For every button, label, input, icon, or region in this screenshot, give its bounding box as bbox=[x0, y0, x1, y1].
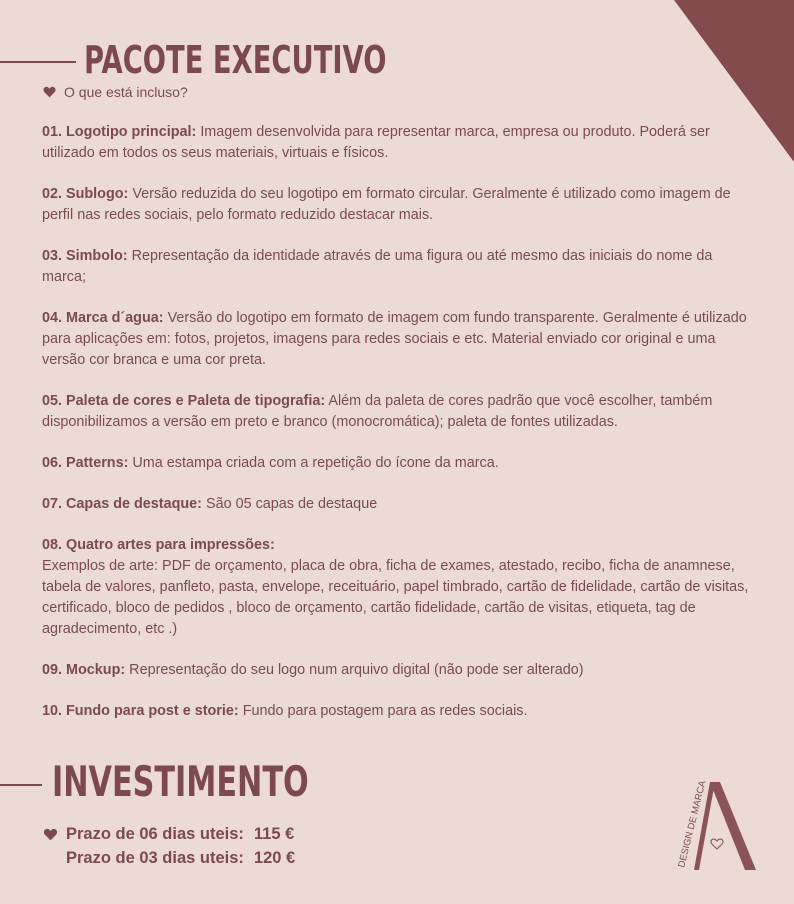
investment-title: INVESTIMENTO bbox=[52, 757, 309, 806]
price-row bbox=[43, 846, 295, 870]
item-desc: Além da paleta de cores padrão que você escolher, também disponibilizamos a versão em preto e branco (monocromática); paleta de fontes utilizadas. bbox=[42, 393, 713, 430]
item-desc: Representação da identidade através de uma figura ou até mesmo das iniciais do nome da marca; bbox=[42, 248, 713, 285]
list-item bbox=[42, 453, 756, 474]
item-key: 07. Capas de destaque: bbox=[42, 496, 202, 512]
list-item bbox=[42, 535, 756, 640]
item-desc: Uma estampa criada com a repetição do ícone da marca. bbox=[132, 455, 499, 471]
list-item bbox=[42, 184, 756, 226]
heart-icon bbox=[43, 828, 58, 841]
item-key: 09. Mockup: bbox=[42, 662, 126, 678]
package-items bbox=[42, 122, 756, 742]
investment-line bbox=[0, 784, 42, 786]
list-item bbox=[42, 391, 756, 433]
list-item bbox=[42, 308, 756, 371]
item-key: 05. Paleta de cores e Paleta de tipografia: bbox=[42, 393, 326, 409]
item-key: 06. Patterns: bbox=[42, 455, 129, 471]
price-label: Prazo de 06 dias uteis: bbox=[66, 825, 244, 843]
list-item bbox=[42, 494, 756, 515]
list-item bbox=[42, 701, 756, 722]
page-title: PACOTE EXECUTIVO bbox=[84, 38, 387, 82]
item-key: 04. Marca d´agua: bbox=[42, 310, 164, 326]
item-key: 03. Simbolo: bbox=[42, 248, 128, 264]
item-desc: Representação do seu logo num arquivo digital (não pode ser alterado) bbox=[129, 662, 584, 678]
item-desc: São 05 capas de destaque bbox=[205, 496, 378, 512]
item-desc: Exemplos de arte: PDF de orçamento, placa de obra, ficha de exames, atestado, recibo, ficha de anamnese, tabela de valores, panfleto, pasta, envelope, receituário, papel timbrado, cartão de fidelidade, cartão de visitas, certificado, bloco de pedidos , bloco de orçamento, cartão fidelidade, cartão de visitas, etiqueta, tag de agradecimento, etc .) bbox=[42, 558, 749, 637]
intro-text: O que está incluso? bbox=[64, 84, 188, 100]
intro bbox=[43, 84, 188, 100]
list-item bbox=[42, 660, 756, 681]
header-line bbox=[0, 61, 76, 63]
item-key: 08. Quatro artes para impressões: bbox=[42, 537, 275, 553]
price-label: Prazo de 03 dias uteis: bbox=[66, 849, 244, 867]
heart-icon bbox=[43, 86, 56, 98]
item-key: 01. Logotipo principal: bbox=[42, 124, 197, 140]
logo-text: DESIGN DE MARCA bbox=[676, 779, 709, 869]
item-desc: Imagem desenvolvida para representar marca, empresa ou produto. Poderá ser utilizado em todos os seus materiais, virtuais e físicos. bbox=[42, 124, 710, 161]
item-key: 02. Sublogo: bbox=[42, 186, 129, 202]
item-desc: Versão do logotipo em formato de imagem com fundo transparente. Geralmente é utilizado para aplicações em: fotos, projetos, imagens para redes sociais e etc. Material enviado cor original e uma versão cor branca e uma cor preta. bbox=[42, 310, 747, 368]
list-item bbox=[42, 122, 756, 164]
price-amount: 120 € bbox=[253, 849, 296, 867]
item-desc: Versão reduzida do seu logotipo em formato circular. Geralmente é utilizado como imagem de perfil nas redes sociais, pelo formato reduzido destacar mais. bbox=[42, 186, 731, 223]
item-desc: Fundo para postagem para as redes sociais. bbox=[242, 703, 528, 719]
price-amount: 115 € bbox=[253, 825, 295, 843]
brand-logo bbox=[672, 778, 756, 874]
list-item bbox=[42, 246, 756, 288]
item-key: 10. Fundo para post e storie: bbox=[42, 703, 239, 719]
price-list bbox=[43, 822, 295, 870]
price-row bbox=[43, 822, 295, 846]
